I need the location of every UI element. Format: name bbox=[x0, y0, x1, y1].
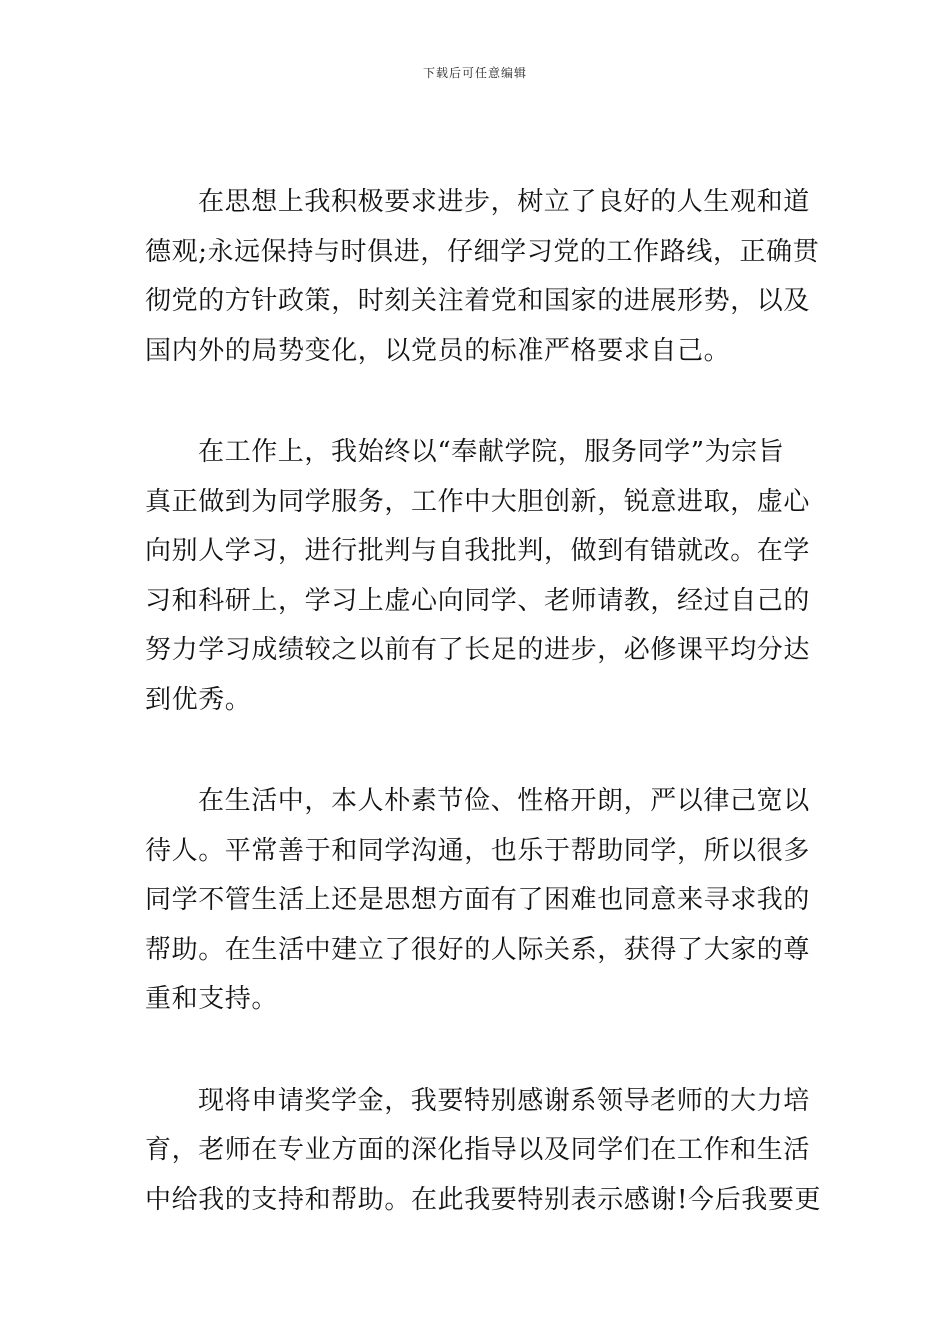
paragraph-line: 真正做到为同学服务，工作中大胆创新，锐意进取，虚心 bbox=[145, 486, 811, 517]
paragraph-line: 中给我的支持和帮助。在此我要特别表示感谢!今后我要更 bbox=[145, 1184, 822, 1215]
paragraph-work bbox=[145, 428, 810, 725]
paragraph-line: 育，老师在专业方面的深化指导以及同学们在工作和生活 bbox=[145, 1135, 811, 1165]
header-note: 下载后可任意编辑 bbox=[422, 66, 527, 80]
paragraph-line: 重和支持。 bbox=[145, 984, 279, 1014]
paragraph-line: 到优秀。 bbox=[145, 684, 252, 715]
paragraph-line: 努力学习成绩较之以前有了长足的进步，必修课平均分达 bbox=[145, 635, 811, 665]
paragraph-line: 习和科研上，学习上虚心向同学、老师请教，经过自己的 bbox=[145, 585, 811, 616]
paragraph-life bbox=[145, 777, 810, 1025]
document-body bbox=[145, 178, 822, 1277]
paragraph-line: 德观;永远保持与时俱进，仔细学习党的工作路线，正确贯 bbox=[145, 236, 820, 267]
paragraph-line: 同学不管生活上还是思想方面有了困难也同意来寻求我的 bbox=[145, 885, 811, 915]
paragraph-line: 现将申请奖学金，我要特别感谢系领导老师的大力培 bbox=[198, 1085, 810, 1116]
paragraph-line: 彻党的方针政策，时刻关注着党和国家的进展形势，以及 bbox=[145, 286, 811, 316]
paragraph-line: 待人。平常善于和同学沟通，也乐于帮助同学，所以很多 bbox=[145, 835, 811, 866]
paragraph-line: 在生活中，本人朴素节俭、性格开朗，严以律己宽以 bbox=[198, 786, 810, 816]
paragraph-line: 在工作上，我始终以“奉献学院，服务同学”为宗旨 bbox=[198, 437, 785, 467]
paragraph-thanks bbox=[145, 1077, 822, 1226]
paragraph-line: 在思想上我积极要求进步，树立了良好的人生观和道 bbox=[198, 187, 810, 217]
paragraph-line: 向别人学习，进行批判与自我批判，做到有错就改。在学 bbox=[145, 536, 811, 566]
paragraph-thought bbox=[145, 178, 820, 376]
paragraph-line: 帮助。在生活中建立了很好的人际关系，获得了大家的尊 bbox=[145, 934, 811, 965]
paragraph-line: 国内外的局势变化，以党员的标准严格要求自己。 bbox=[145, 335, 731, 366]
